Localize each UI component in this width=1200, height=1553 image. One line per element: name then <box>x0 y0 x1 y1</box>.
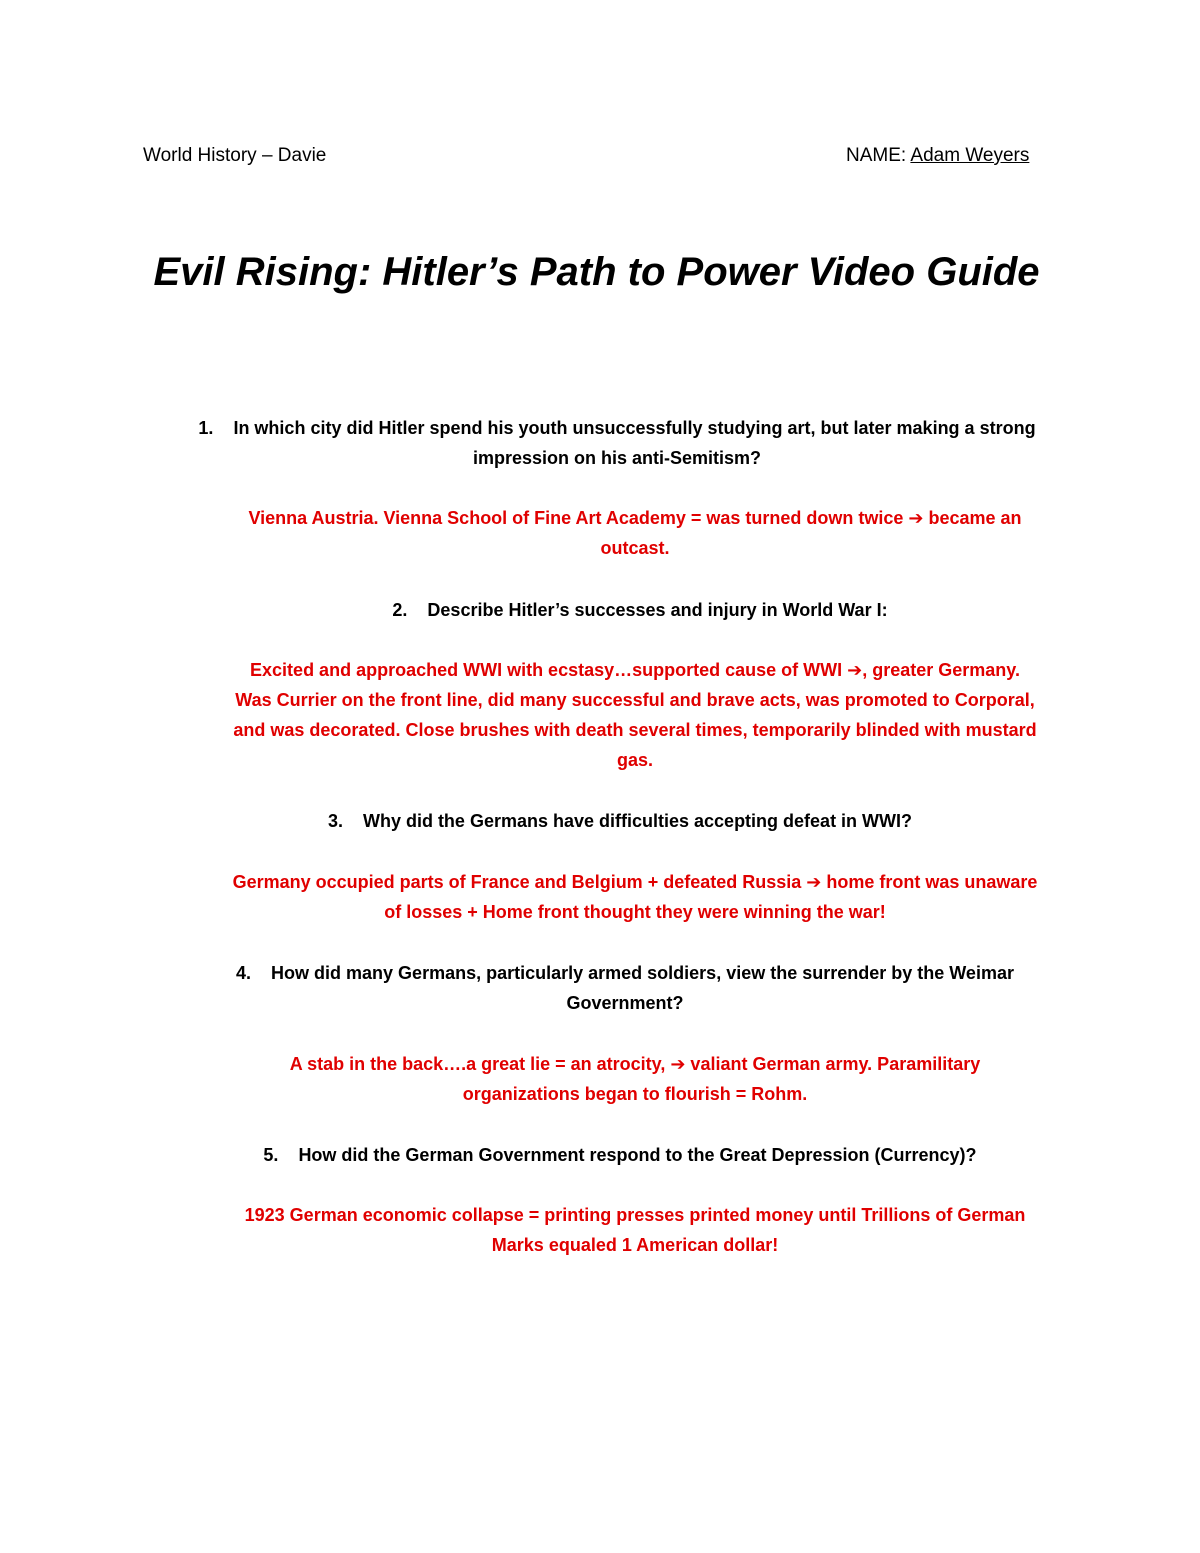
answer-3-line-2: of losses + Home front thought they were winning the war! <box>384 902 886 922</box>
answer-4-line-1: A stab in the back….a great lie = an atrocity, ➔ valiant German army. Paramilitary <box>289 1054 981 1074</box>
question-5-line-1: 5. How did the German Government respond to the Great Depression (Currency)? <box>210 1140 1030 1170</box>
answer-2 <box>180 655 1090 775</box>
answer-1-line-1: Vienna Austria. Vienna School of Fine Art Academy = was turned down twice ➔ became an <box>248 508 1022 528</box>
name-value: Adam Weyers <box>910 145 1030 166</box>
answer-2-line-4: gas. <box>616 750 654 770</box>
answer-2-line-1: Excited and approached WWI with ecstasy…supported cause of WWI ➔, greater Germany. <box>250 660 1020 680</box>
question-2-number: 2. <box>392 600 408 620</box>
answer-4 <box>225 1049 1045 1109</box>
answer-5-line-2: Marks equaled 1 American dollar! <box>491 1235 779 1255</box>
answer-3 <box>170 867 1100 927</box>
answer-2-line-3: and was decorated. Close brushes with death several times, temporarily blinded with mustard <box>233 720 1037 740</box>
question-1 <box>182 413 1052 473</box>
question-2-line-1: 2. Describe Hitler’s successes and injury in World War I: <box>300 595 980 625</box>
page-title: Evil Rising: Hitler’s Path to Power Video Guide <box>153 250 1040 294</box>
question-1-line-2: impression on his anti-Semitism? <box>472 448 762 468</box>
question-1-line-1: 1. In which city did Hitler spend his youth unsuccessfully studying art, but later making a strong <box>182 413 1052 443</box>
answer-4-line-2: organizations began to flourish = Rohm. <box>462 1084 808 1104</box>
question-4-line-2: Government? <box>566 993 684 1013</box>
question-3-line-1: 3. Why did the Germans have difficulties accepting defeat in WWI? <box>250 806 990 836</box>
question-4 <box>195 958 1055 1018</box>
question-3 <box>250 806 990 836</box>
question-1-number: 1. <box>198 418 214 438</box>
answer-5-line-1: 1923 German economic collapse = printing presses printed money until Trillions of German <box>244 1205 1026 1225</box>
question-3-number: 3. <box>327 811 343 831</box>
course-label: World History – Davie <box>143 145 327 166</box>
question-5-number: 5. <box>263 1145 279 1165</box>
question-4-line-1: 4. How did many Germans, particularly armed soldiers, view the surrender by the Weimar <box>195 958 1055 988</box>
question-4-number: 4. <box>236 963 252 983</box>
answer-5 <box>185 1200 1085 1260</box>
answer-1-line-2: outcast. <box>600 538 670 558</box>
question-5 <box>210 1140 1030 1170</box>
question-2 <box>300 595 980 625</box>
answer-2-line-2: Was Currier on the front line, did many successful and brave acts, was promoted to Corporal, <box>235 690 1035 710</box>
answer-1 <box>190 503 1080 563</box>
student-name <box>846 144 1029 168</box>
answer-3-line-1: Germany occupied parts of France and Belgium + defeated Russia ➔ home front was unaware <box>232 872 1038 892</box>
name-label: NAME: <box>846 145 911 166</box>
